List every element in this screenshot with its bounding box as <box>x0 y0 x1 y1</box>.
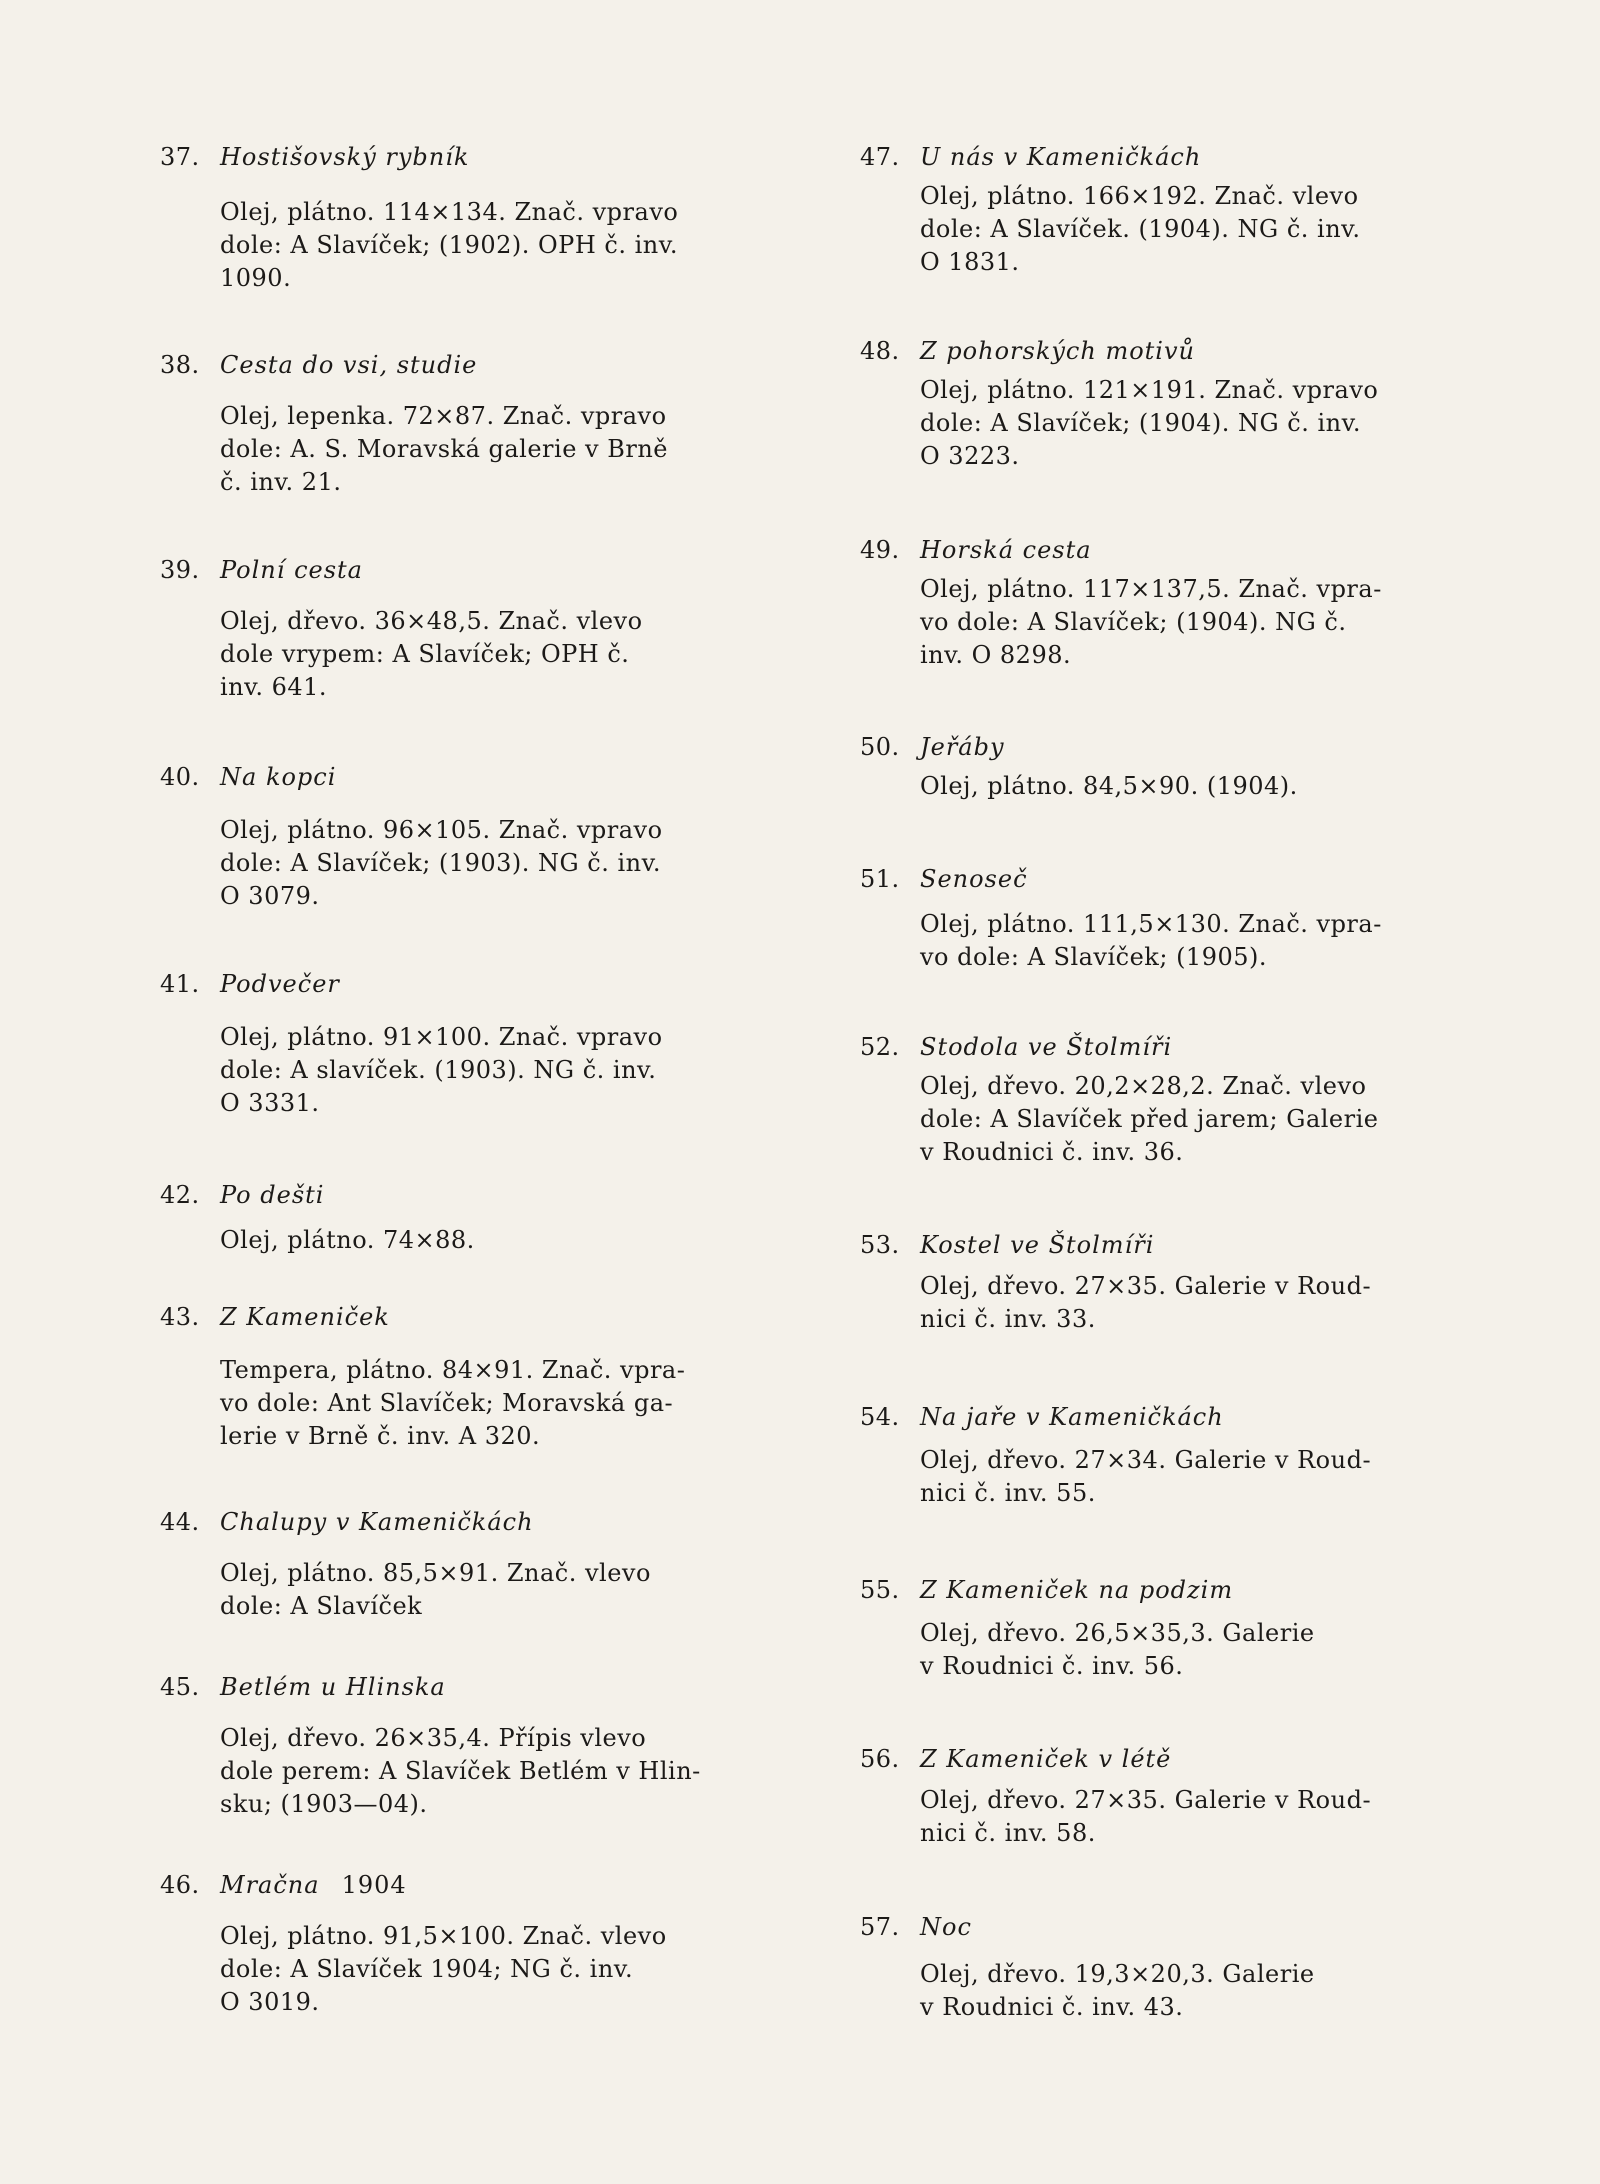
entry-title-text: Horská cesta <box>920 536 1092 564</box>
description-line: dole: A Slavíček 1904; NG č. inv. <box>220 1955 634 1983</box>
entry-title <box>920 1573 1233 1607</box>
entry-title-text: Noc <box>920 1913 972 1941</box>
description-line: Olej, plátno. 91,5×100. Znač. vlevo <box>220 1922 667 1950</box>
entry-number: 47. <box>860 143 900 171</box>
description-line: Olej, dřevo. 27×34. Galerie v Roud- <box>920 1446 1372 1474</box>
entry-title <box>220 967 340 1001</box>
description-line: dole: A Slavíček <box>220 1592 423 1620</box>
entry-description <box>220 1224 740 1257</box>
entry-title <box>920 1030 1172 1064</box>
description-line: dole perem: A Slavíček Betlém v Hlin- <box>220 1757 701 1785</box>
entry-title <box>220 760 336 794</box>
entry-title <box>220 553 363 587</box>
entry-title <box>920 334 1195 368</box>
description-line: Olej, dřevo. 26×35,4. Přípis vlevo <box>220 1724 647 1752</box>
description-line: Olej, lepenka. 72×87. Znač. vpravo <box>220 402 667 430</box>
description-line: O 3079. <box>220 882 320 910</box>
description-line: lerie v Brně č. inv. A 320. <box>220 1422 541 1450</box>
entry-description <box>920 573 1440 672</box>
description-line: Olej, dřevo. 27×35. Galerie v Roud- <box>920 1786 1372 1814</box>
entry-title-text: Podvečer <box>220 970 340 998</box>
entry-description <box>220 1021 740 1120</box>
entry-title <box>220 140 469 174</box>
entry-number: 38. <box>160 351 200 379</box>
description-line: inv. 641. <box>220 673 328 701</box>
entry-number: 55. <box>860 1576 900 1604</box>
left-column <box>160 0 760 2184</box>
description-line: Olej, plátno. 114×134. Znač. vpravo <box>220 198 679 226</box>
right-column <box>860 0 1460 2184</box>
entry-number: 37. <box>160 143 200 171</box>
entry-title <box>920 730 1005 764</box>
entry-title <box>220 1868 407 1902</box>
description-line: Tempera, plátno. 84×91. Znač. vpra- <box>220 1356 686 1384</box>
entry-title-year: 1904 <box>341 1871 407 1899</box>
description-line: dole: A Slavíček před jarem; Galerie <box>920 1105 1379 1133</box>
description-line: vo dole: Ant Slavíček; Moravská ga- <box>220 1389 674 1417</box>
entry-number: 42. <box>160 1181 200 1209</box>
entry-number: 54. <box>860 1403 900 1431</box>
entry-description <box>920 1617 1440 1683</box>
entry-title-text: Betlém u Hlinska <box>220 1673 446 1701</box>
description-line: O 3331. <box>220 1089 320 1117</box>
description-line: sku; (1903—04). <box>220 1790 428 1818</box>
entry-description <box>220 400 740 499</box>
description-line: v Roudnici č. inv. 56. <box>920 1652 1184 1680</box>
description-line: vo dole: A Slavíček; (1904). NG č. <box>920 608 1347 636</box>
entry-number: 43. <box>160 1303 200 1331</box>
entry-number: 57. <box>860 1913 900 1941</box>
description-line: Olej, dřevo. 19,3×20,3. Galerie <box>920 1960 1315 1988</box>
description-line: nici č. inv. 33. <box>920 1305 1096 1333</box>
entry-title <box>920 140 1201 174</box>
description-line: Olej, plátno. 84,5×90. (1904). <box>920 772 1298 800</box>
entry-title-text: Po dešti <box>220 1181 325 1209</box>
entry-description <box>920 180 1440 279</box>
entry-number: 40. <box>160 763 200 791</box>
entry-title-text: Cesta do vsi, studie <box>220 351 478 379</box>
entry-number: 53. <box>860 1231 900 1259</box>
entry-title-text: Mračna <box>220 1871 320 1899</box>
entry-description <box>220 196 740 295</box>
description-line: inv. O 8298. <box>920 641 1072 669</box>
description-line: v Roudnici č. inv. 36. <box>920 1138 1184 1166</box>
entry-number: 49. <box>860 536 900 564</box>
description-line: Olej, plátno. 111,5×130. Znač. vpra- <box>920 910 1382 938</box>
description-line: dole: A Slavíček. (1904). NG č. inv. <box>920 215 1361 243</box>
description-line: Olej, dřevo. 20,2×28,2. Znač. vlevo <box>920 1072 1367 1100</box>
entry-title-text: Chalupy v Kameničkách <box>220 1508 534 1536</box>
entry-title <box>920 1228 1154 1262</box>
entry-title-text: Na jaře v Kameničkách <box>920 1403 1224 1431</box>
description-line: v Roudnici č. inv. 43. <box>920 1993 1184 2021</box>
description-line: dole: A Slavíček; (1904). NG č. inv. <box>920 409 1361 437</box>
entry-number: 51. <box>860 865 900 893</box>
entry-title <box>920 862 1028 896</box>
description-line: Olej, plátno. 117×137,5. Znač. vpra- <box>920 575 1382 603</box>
entry-title-text: Jeřáby <box>920 733 1005 761</box>
description-line: O 3223. <box>920 442 1020 470</box>
entry-description <box>920 770 1440 803</box>
entry-title-text: Z pohorských motivů <box>920 337 1195 365</box>
entry-title-text: Kostel ve Štolmíři <box>920 1231 1155 1259</box>
entry-title <box>220 1505 534 1539</box>
entry-title-text: Na kopci <box>220 763 337 791</box>
entry-title-text: Z Kameniček <box>220 1303 390 1331</box>
entry-title-text: Polní cesta <box>220 556 363 584</box>
entry-title-text: Z Kameniček v létě <box>920 1745 1172 1773</box>
entry-title <box>920 533 1092 567</box>
entry-title <box>220 1300 390 1334</box>
entry-description <box>920 908 1440 974</box>
entry-description <box>920 1784 1440 1850</box>
entry-description <box>220 814 740 913</box>
entry-title <box>220 1670 446 1704</box>
entry-number: 52. <box>860 1033 900 1061</box>
description-line: dole: A slavíček. (1903). NG č. inv. <box>220 1056 657 1084</box>
description-line: Olej, plátno. 121×191. Znač. vpravo <box>920 376 1379 404</box>
entry-description <box>220 1557 740 1623</box>
entry-description <box>920 1270 1440 1336</box>
entry-title <box>920 1400 1224 1434</box>
description-line: Olej, dřevo. 36×48,5. Znač. vlevo <box>220 607 643 635</box>
entry-title-text: Stodola ve Štolmíři <box>920 1033 1173 1061</box>
description-line: Olej, plátno. 74×88. <box>220 1226 475 1254</box>
description-line: dole: A Slavíček; (1903). NG č. inv. <box>220 849 661 877</box>
entry-description <box>220 1722 740 1821</box>
entry-number: 41. <box>160 970 200 998</box>
entry-number: 46. <box>160 1871 200 1899</box>
entry-description <box>220 605 740 704</box>
entry-description <box>920 1070 1440 1169</box>
entry-number: 50. <box>860 733 900 761</box>
description-line: 1090. <box>220 264 292 292</box>
entry-description <box>920 1958 1440 2024</box>
description-line: Olej, dřevo. 26,5×35,3. Galerie <box>920 1619 1315 1647</box>
entry-title-text: Hostišovský rybník <box>220 143 470 171</box>
entry-title <box>920 1910 972 1944</box>
description-line: Olej, plátno. 85,5×91. Znač. vlevo <box>220 1559 651 1587</box>
description-line: Olej, plátno. 96×105. Znač. vpravo <box>220 816 663 844</box>
entry-description <box>920 374 1440 473</box>
entry-title-text: Z Kameniček na podzim <box>920 1576 1234 1604</box>
description-line: nici č. inv. 55. <box>920 1479 1096 1507</box>
entry-description <box>220 1920 740 2019</box>
entry-number: 39. <box>160 556 200 584</box>
description-line: dole: A Slavíček; (1902). OPH č. inv. <box>220 231 679 259</box>
description-line: O 3019. <box>220 1988 320 2016</box>
description-line: vo dole: A Slavíček; (1905). <box>920 943 1267 971</box>
entry-title-text: U nás v Kameničkách <box>920 143 1202 171</box>
description-line: Olej, plátno. 166×192. Znač. vlevo <box>920 182 1359 210</box>
entry-number: 45. <box>160 1673 200 1701</box>
entry-number: 48. <box>860 337 900 365</box>
entry-title <box>920 1742 1171 1776</box>
entry-number: 44. <box>160 1508 200 1536</box>
description-line: dole vrypem: A Slavíček; OPH č. <box>220 640 630 668</box>
entry-number: 56. <box>860 1745 900 1773</box>
description-line: Olej, plátno. 91×100. Znač. vpravo <box>220 1023 663 1051</box>
description-line: dole: A. S. Moravská galerie v Brně <box>220 435 668 463</box>
entry-description <box>220 1354 740 1453</box>
entry-title-text: Senoseč <box>920 865 1028 893</box>
description-line: nici č. inv. 58. <box>920 1819 1096 1847</box>
entry-title <box>220 1178 324 1212</box>
description-line: O 1831. <box>920 248 1020 276</box>
entry-description <box>920 1444 1440 1510</box>
description-line: Olej, dřevo. 27×35. Galerie v Roud- <box>920 1272 1372 1300</box>
description-line: č. inv. 21. <box>220 468 342 496</box>
entry-title <box>220 348 477 382</box>
